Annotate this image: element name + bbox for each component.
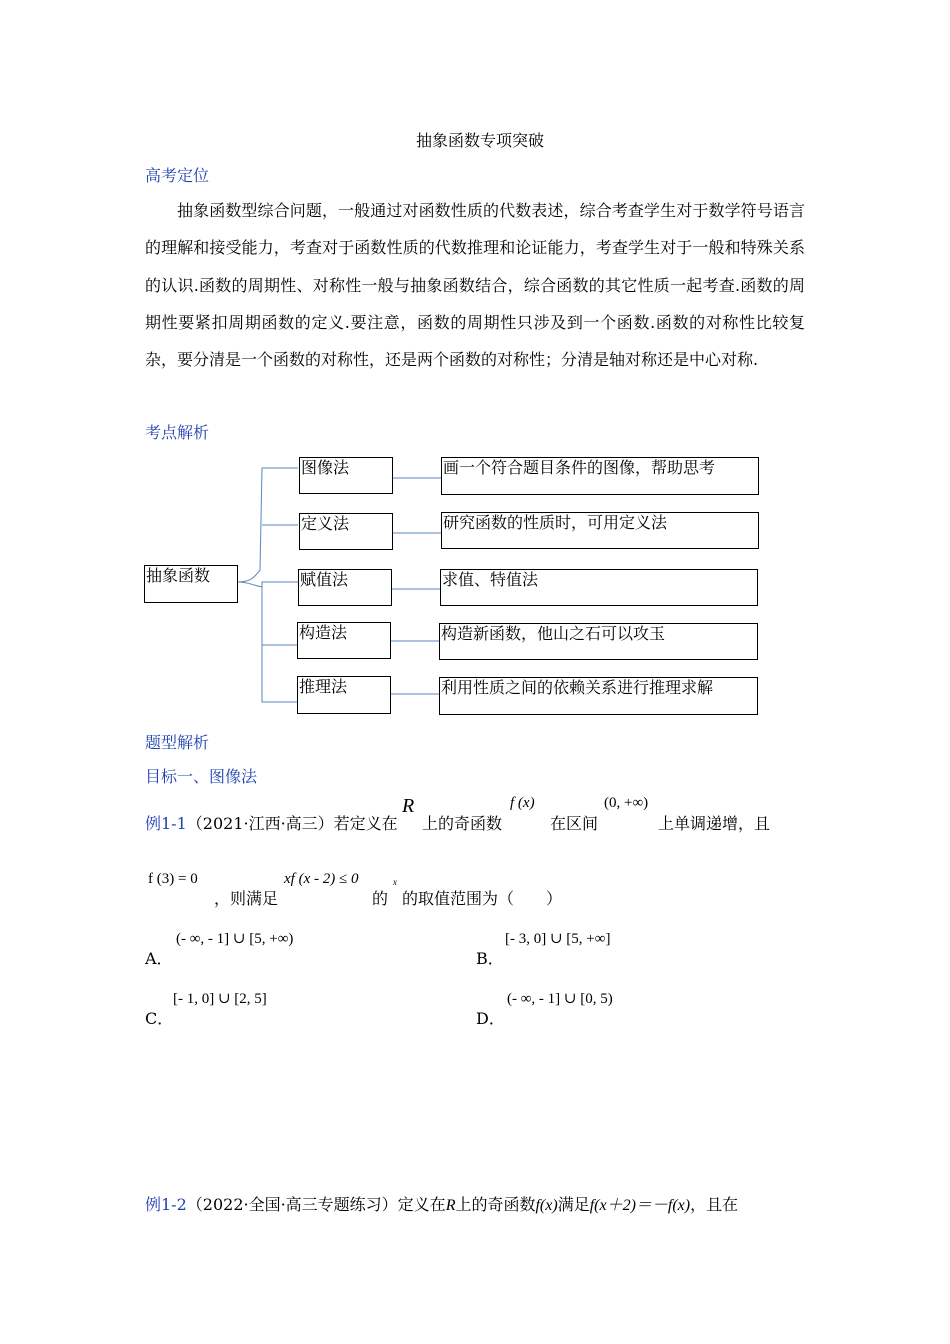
option-b-value[interactable]: [- 3, 0] ∪ [5, +∞] [505, 931, 611, 947]
section-heading-types: 题型解析 [145, 733, 210, 752]
math-x: x [393, 877, 397, 887]
root-box-abstract-function: 抽象函数 [144, 565, 238, 603]
intro-paragraph: 抽象函数型综合问题，一般通过对函数性质的代数表述，综合考查学生对于数学符号语言的理解和接受能力，考查对于函数性质的代数推理和论证能力，考查学生对于一般和特殊关系的认识.函数的周期性、对称性一般与抽象函数结合，综合函数的其它性质一起考查.函数的周期性要紧扣周期函数的定义.要注意，函数的周期性只涉及到一个函数.函数的对称性比较复杂，要分清是一个函数的对称性，还是两个函数的对称性；分清是轴对称还是中心对称. [145, 201, 805, 370]
math-R: R [402, 795, 415, 817]
math-inequality: xf (x - 2) ≤ 0 [284, 871, 359, 887]
desc-box-construction: 构造新函数，他山之石可以攻玉 [439, 623, 758, 660]
option-d-letter[interactable]: D． [476, 1009, 505, 1028]
option-d-value[interactable]: (- ∞, - 1] ∪ [0, 5) [507, 991, 613, 1007]
desc-box-graph: 画一个符合题目条件的图像，帮助思考 [441, 457, 759, 495]
example-label: 例1-1 [145, 814, 187, 833]
math-f3: f (3) = 0 [148, 871, 198, 887]
text-increasing: 上单调递增，且 [658, 814, 771, 833]
example-1-2-line1 [145, 1192, 738, 1215]
method-box-definition: 定义法 [299, 513, 393, 550]
math-interval: (0, +∞) [604, 795, 649, 811]
example-2-source: （2022·全国·高三专题练习）定义在 [186, 1195, 446, 1214]
method-box-construction: 构造法 [297, 622, 391, 659]
target-one-heading: 目标一、图像法 [145, 767, 258, 786]
desc-box-definition: 研究函数的性质时，可用定义法 [441, 512, 759, 549]
method-diagram [0, 440, 950, 730]
method-box-reasoning: 推理法 [297, 676, 391, 714]
example-2-t3: ，且在 [690, 1195, 739, 1214]
page-title: 抽象函数专项突破 [415, 131, 544, 150]
example-2-equation: f(x＋2)＝－f(x) [589, 1197, 691, 1214]
math-fx: f (x) [510, 795, 535, 811]
text-odd-function: 上的奇函数 [422, 814, 503, 833]
desc-box-assignment: 求值、特值法 [440, 569, 758, 606]
option-c-value[interactable]: [- 1, 0] ∪ [2, 5] [173, 991, 267, 1007]
text-de: 的 [372, 889, 389, 908]
example-2-fx: f(x) [535, 1197, 558, 1214]
method-box-graph: 图像法 [299, 457, 393, 494]
section-heading-positioning: 高考定位 [145, 166, 210, 185]
example-2-R: R [445, 1197, 456, 1214]
option-b-letter[interactable]: B． [476, 949, 504, 968]
example-1-1-line1 [145, 811, 398, 834]
example-2-t1: 上的奇函数 [455, 1195, 536, 1214]
example-source: （2021·江西·高三）若定义在 [186, 814, 398, 833]
text-interval: 在区间 [550, 814, 599, 833]
option-a-letter[interactable]: A． [145, 949, 173, 968]
section-heading-analysis: 考点解析 [145, 423, 210, 442]
desc-box-reasoning: 利用性质之间的依赖关系进行推理求解 [439, 677, 758, 715]
option-c-letter[interactable]: C． [145, 1009, 174, 1028]
method-box-assignment: 赋值法 [298, 569, 392, 606]
example-2-t2: 满足 [557, 1195, 590, 1214]
example-2-label: 例1-2 [145, 1195, 187, 1214]
option-a-value[interactable]: (- ∞, - 1] ∪ [5, +∞) [176, 931, 294, 947]
text-satisfy: ，则满足 [214, 889, 279, 908]
text-range: 的取值范围为（ ） [402, 889, 563, 908]
